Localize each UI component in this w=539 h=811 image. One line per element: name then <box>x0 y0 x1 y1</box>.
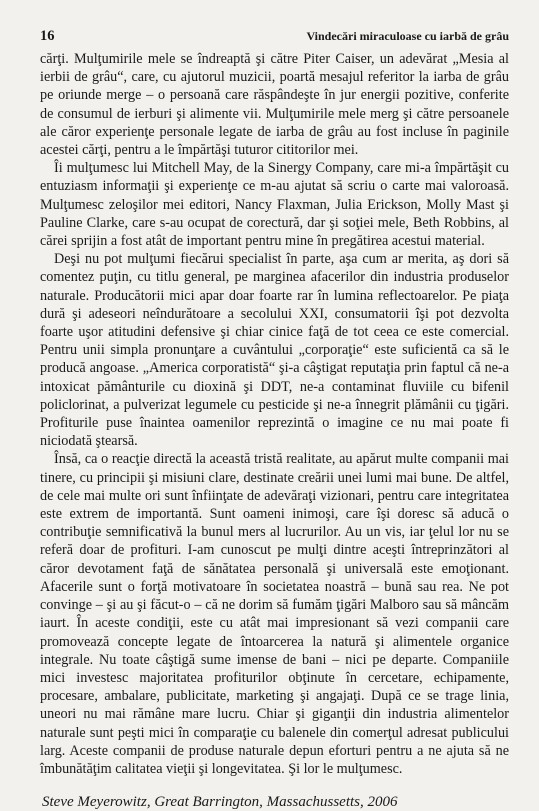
author-signature: Steve Meyerowitz, Great Barrington, Massachussetts, 2006 <box>42 794 398 811</box>
page-header <box>40 28 509 50</box>
paragraph: Însă, ca o reacţie directă la această tristă realitate, au apărut multe companii mai tinere, cu principii şi misiuni clare, destinate creării unei lumi mai bune. De altfel, de cele mai multe ori sunt înfiinţate de adevăraţi vizionari, pentru care integritatea este extrem de importantă. Sunt oameni inimoşi, care îşi doresc să aducă o contribuţie semnificativă la bunul mers al lucrurilor. Au un vis, iar ţelul lor nu se referă doar de profituri. I-am cunoscut pe mulţi dintre aceşti întreprinzători al căror devotament faţă de sănătatea personală şi universală este emoţionant. Afacerile sunt o forţă motivatoare în societatea noastră – bună sau rea. Ne pot convinge – şi au şi făcut-o – că ne dorim să fumăm ţigări Malboro sau să mâncăm iaurt. În aceste condiţii, este cu atât mai impresionant să vezi companii care promovează concepte legate de întoarcerea la natură şi alimentele organice integrale. Nu toate câştigă sume imense de bani – nici pe departe. Companiile mici investesc majoritatea profiturilor obţinute în cercetare, echipamente, procesare, ambalare, publicitate, marketing şi angajaţi. După ce se trage linia, uneori nu mai rămâne mare lucru. Chiar şi giganţii din industria alimentelor naturale sunt peşti mici în comparaţie cu balenele din comerţul adresat publicului larg. Aceste companii de produse naturale depun eforturi pentru a ne ajuta să ne îmbunătăţim calitatea vieţii şi longevitatea. Şi lor le mulţumesc. <box>40 451 509 777</box>
paragraph: Deşi nu pot mulţumi fiecărui specialist în parte, aşa cum ar merita, aş dori să comentez puţin, cu titlu general, pe marginea afacerilor din industria produselor naturale. Producătorii mici apar doar foarte rar în lumina reflectoarelor. Pe piaţa dură şi adeseori neîndurătoare a secolului XXI, consumatorii îşi pot dezvolta foarte uşor atitudini defensive şi chiar cinice faţă de tot ceea ce este comercial. Pentru unii simpla pronunţare a cuvântului „corporaţie“ este suficientă ca să le producă angoase. „America corporatistă“ şi-a câştigat reputaţia prin faptul că ne-a intoxicat pământurile cu dioxină şi DDT, ne-a contaminat fluviile cu bifenil policlorinat, a pulverizat legumele cu pesticide şi ne-a înnegrit plămânii cu ţigări. Profiturile puse înaintea oamenilor reprezintă o imagine ce nu mai poate fi niciodată ştearsă. <box>40 251 509 450</box>
running-title: Vindecări miraculoase cu iarbă de grâu <box>306 29 509 43</box>
paragraph: cărţi. Mulţumirile mele se îndreaptă şi către Piter Caiser, un adevărat „Mesia al ierbii de grâu“, care, cu ajutorul muzicii, poartă mesajul referitor la iarba de grâu pe oriunde merge – o persoană care răspândeşte în jur energii pozitive, conferite de consumul de ierburi şi alimente vii. Mulţumirile mele merg şi către persoanele ale căror experienţe personale legate de iarba de grâu au fost incluse în paginile acestei cărţi, pentru a le împărtăşi tuturor cititorilor mei. <box>40 51 509 159</box>
page-number: 16 <box>40 28 55 44</box>
paragraph: Îi mulţumesc lui Mitchell May, de la Sinergy Company, care mi-a împărtăşit cu entuziasm informaţii şi experienţe ce m-au ajutat să scriu o carte mai valoroasă. Mulţumesc zeloşilor mei editori, Nancy Flaxman, Julia Erickson, Molly Mast şi Pauline Clarke, care s-au ocupat de corectură, dar şi soţiei mele, Beth Robbins, al cărei sprijin a fost atât de important pentru mine în pregătirea acestui material. <box>40 160 509 250</box>
body-text <box>40 50 509 778</box>
